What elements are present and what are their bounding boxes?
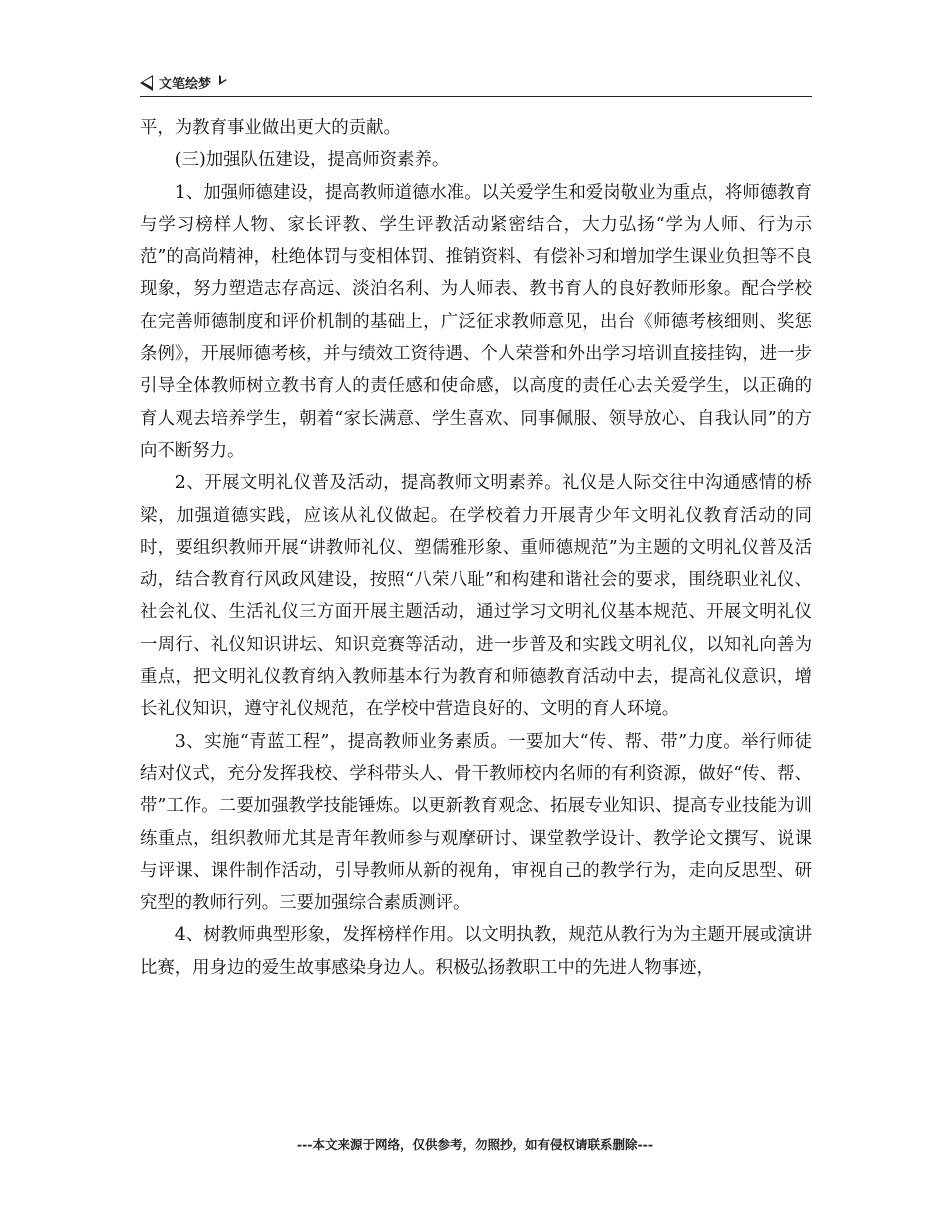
paragraph-3: 3、实施“青蓝工程”，提高教师业务素质。一要加大“传、帮、带”力度。举行师徒结对仪式，充分发挥我校、学科带头人、骨干教师校内名师的有利资源，做好“传、帮、带”工作。二要加强教学技能锤炼。以更新教育观念、拓展专业知识、提高专业技能为训练重点，组织教师尤其是青年教师参与观摩研讨、课堂教学设计、教学论文撰写、说课与评课、课件制作活动，引导教师从新的视角，审视自己的教学行为，走向反思型、研究型的教师行列。三要加强综合素质测评。 — [140, 731, 812, 914]
brand-label: 文笔绘梦 — [159, 77, 212, 92]
page-footer: ---本文来源于网络，仅供参考，勿照抄，如有侵权请联系删除--- — [296, 1137, 654, 1152]
paragraph-4: 4、树教师典型形象，发挥榜样作用。以文明执教，规范从教行为为主题开展或演讲比赛，用身边的爱生故事感染身边人。积极弘扬教职工中的先进人物事迹， — [140, 925, 812, 978]
page-header — [140, 70, 812, 97]
paragraph-2: 2、开展文明礼仪普及活动，提高教师文明素养。礼仪是人际交往中沟通感情的桥梁，加强道德实践，应该从礼仪做起。在学校着力开展青少年文明礼仪教育活动的同时，要组织教师开展“讲教师礼仪、塑儒雅形象、重师德规范”为主题的文明礼仪普及活动，结合教育行风政风建设，按照“八荣八耻”和构建和谐社会的要求，围绕职业礼仪、社会礼仪、生活礼仪三方面开展主题活动，通过学习文明礼仪基本规范、开展文明礼仪一周行、礼仪知识讲坛、知识竞赛等活动，进一步普及和实践文明礼仪，以知礼向善为重点，把文明礼仪教育纳入教师基本行为教育和师德教育活动中去，提高礼仪意识，增长礼仪知识，遵守礼仪规范，在学校中营造良好的、文明的育人环境。 — [140, 473, 812, 720]
section-heading: (三)加强队伍建设，提高师资素养。 — [174, 150, 450, 171]
paragraph-1: 1、加强师德建设，提高教师道德水准。以关爱学生和爱岗敬业为重点，将师德教育与学习榜样人物、家长评教、学生评教活动紧密结合，大力弘扬“学为人师、行为示范”的高尚精神，杜绝体罚与变相体罚、推销资料、有偿补习和增加学生课业负担等不良现象，努力塑造志存高远、淡泊名利、为人师表、教书育人的良好教师形象。配合学校在完善师德制度和评价机制的基础上，广泛征求教师意见，出台《师德考核细则、奖惩条例》，开展师德考核，并与绩效工资待遇、个人荣誉和外出学习培训直接挂钩，进一步引导全体教师树立教书育人的责任感和使命感，以高度的责任心去关爱学生，以正确的育人观去培养学生，朝着“家长满意、学生喜欢、同事佩服、领导放心、自我认同”的方向不断努力。 — [140, 182, 812, 461]
document-body — [140, 112, 812, 984]
right-triangle-icon — [219, 75, 227, 85]
paragraph-continuation: 平，为教育事业做出更大的贡献。 — [140, 118, 401, 138]
header-brand — [140, 73, 227, 92]
left-triangle-icon — [140, 75, 153, 91]
